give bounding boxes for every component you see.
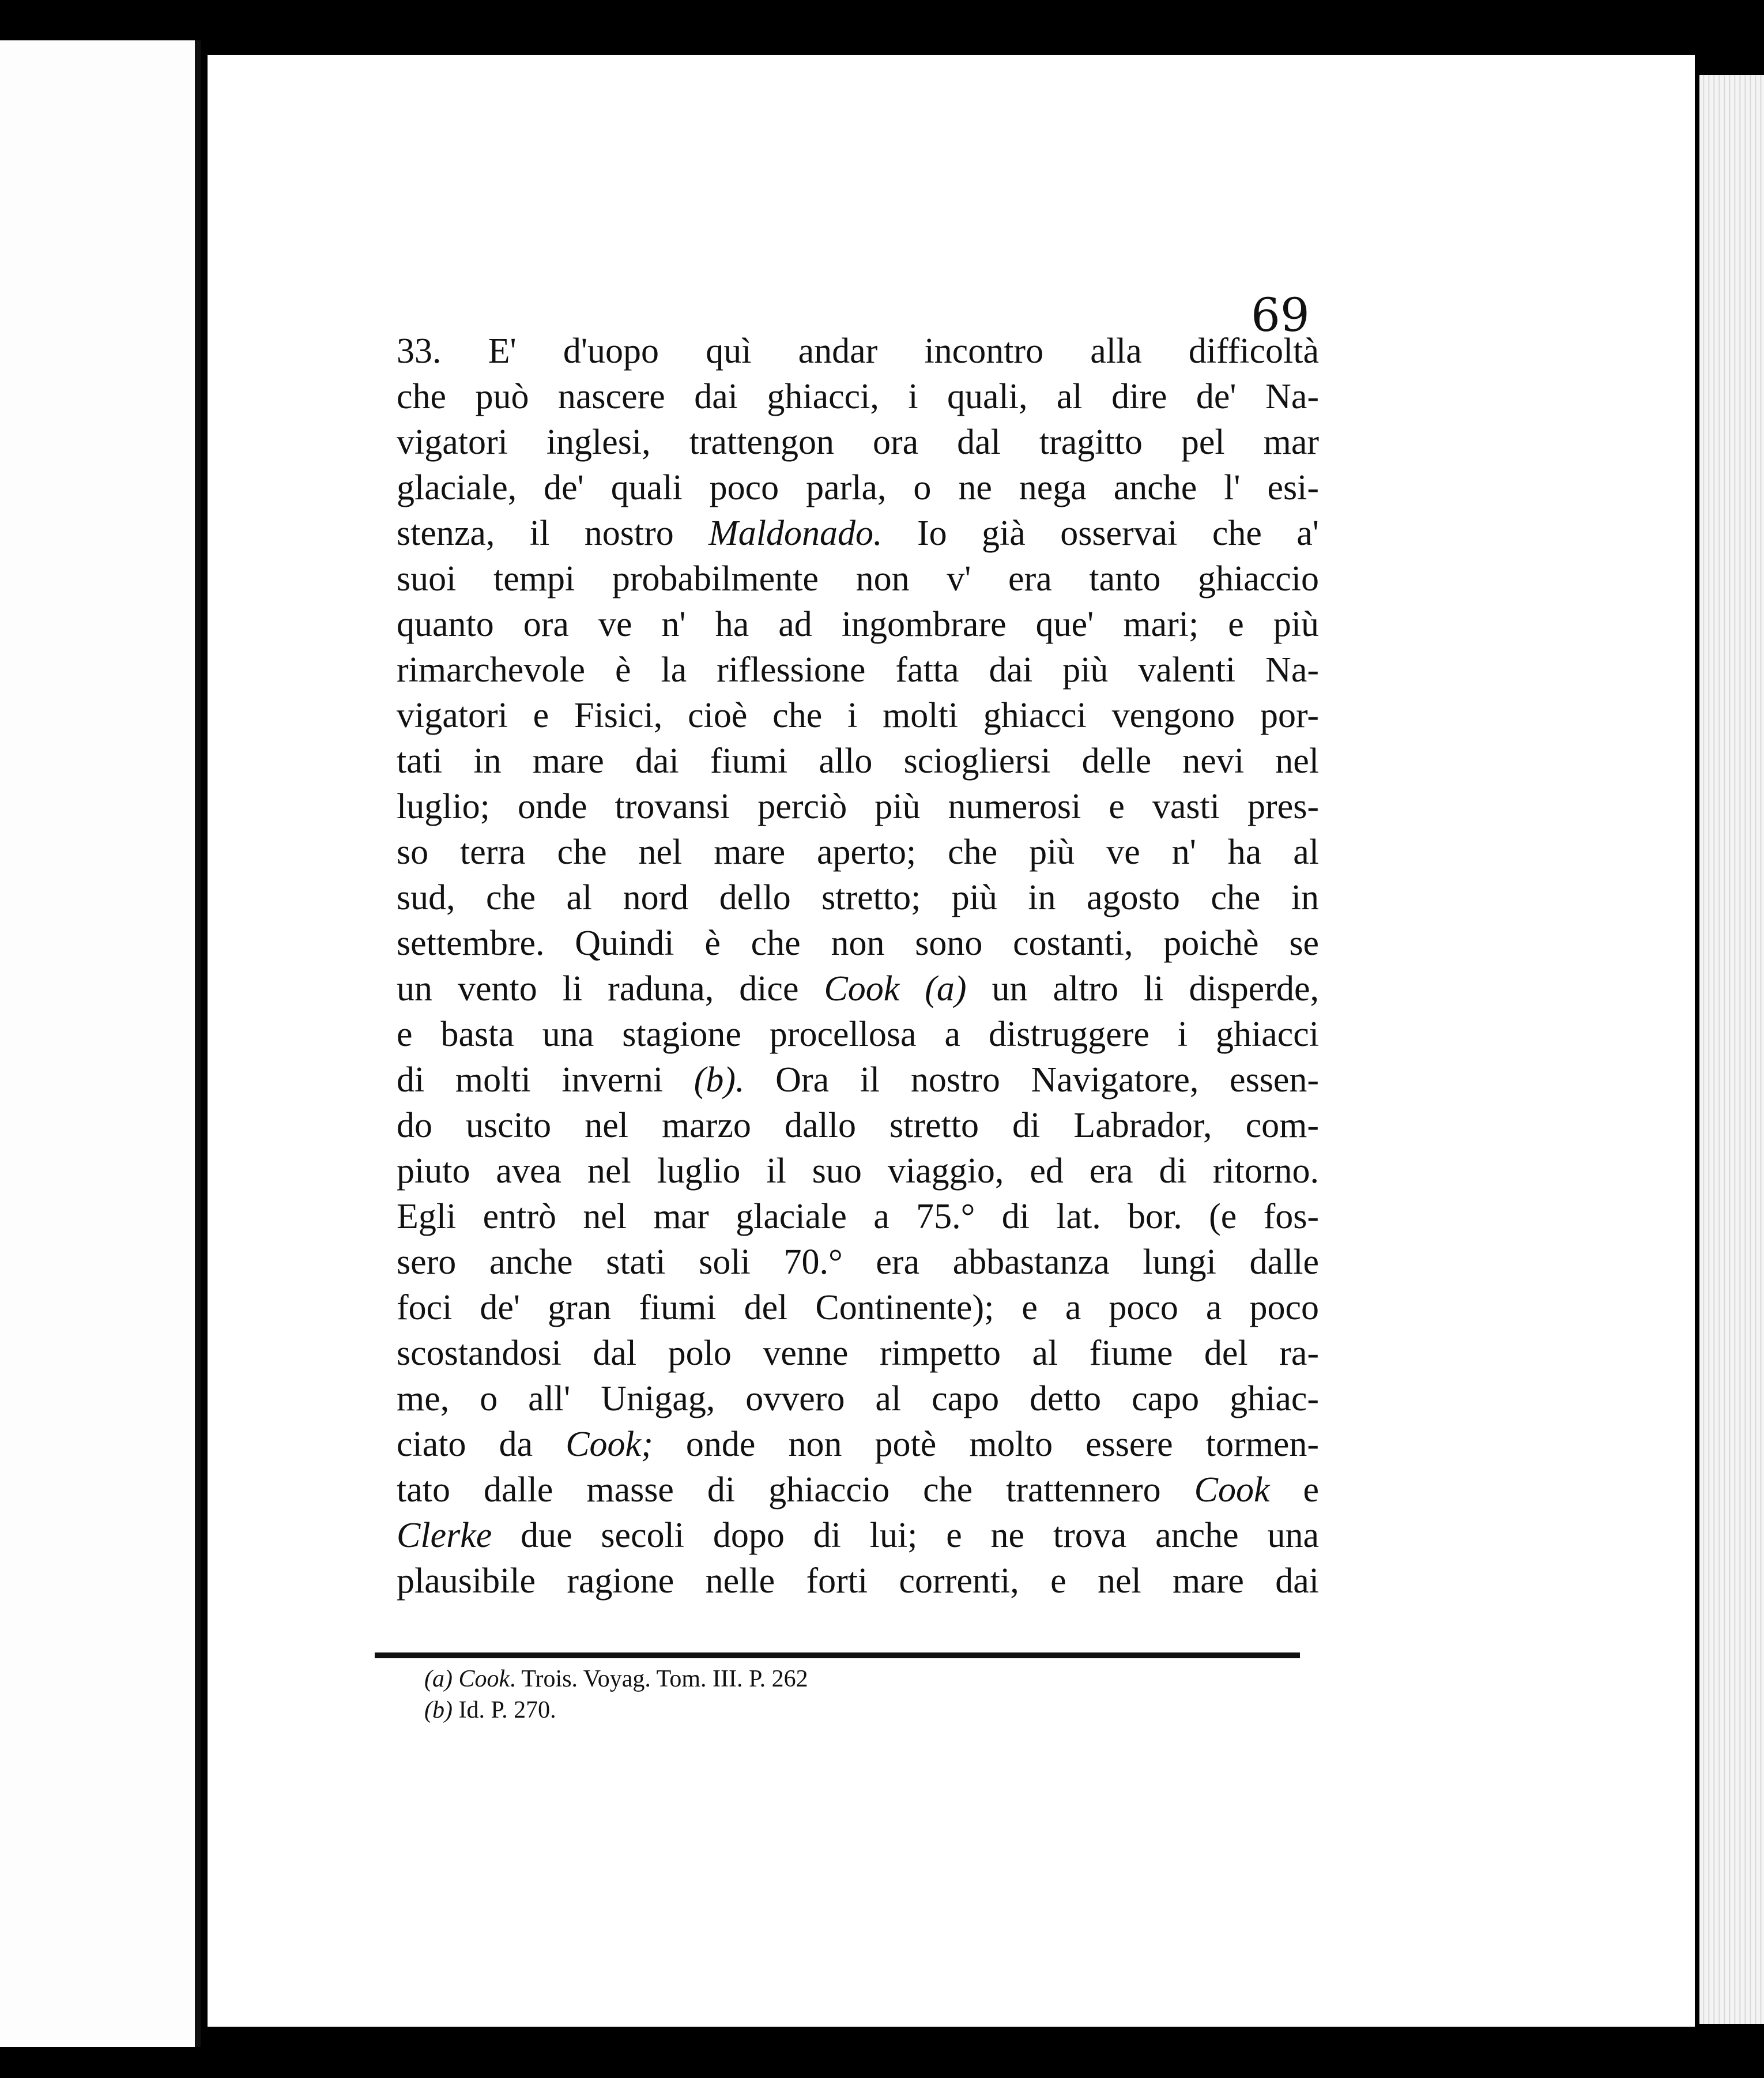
book-fore-edge (1699, 75, 1764, 2024)
text-line (397, 1240, 1319, 1285)
text-run: e basta una stagione procellosa a distruggere i ghiacci (397, 1015, 1319, 1054)
text-line (397, 1558, 1319, 1604)
text-run: e (1269, 1470, 1319, 1509)
italic-text: (b) (424, 1697, 453, 1723)
text-line (397, 830, 1319, 875)
text-run: do uscito nel marzo dallo stretto di Labrador, com- (397, 1106, 1319, 1145)
footnote (424, 1663, 1001, 1695)
text-run: quanto ora ve n' ha ad ingombrare que' mari; e più (397, 605, 1319, 644)
text-line (397, 511, 1319, 556)
italic-text: (a) Cook (424, 1666, 510, 1692)
italic-text: (b). (693, 1060, 745, 1100)
text-run: Ora il nostro Navigatore, essen- (744, 1060, 1319, 1100)
text-run: me, o all' Unigag, ovvero al capo detto capo ghiac- (397, 1379, 1319, 1418)
italic-text: Cook (a) (824, 969, 967, 1008)
page-number: 69 (1251, 288, 1310, 342)
text-run: sero anche stati soli 70.° era abbastanza lungi dalle (397, 1243, 1319, 1282)
text-line (397, 602, 1319, 648)
text-run: 33. E' d'uopo quì andar incontro alla difficoltà (397, 332, 1319, 371)
text-line (397, 1467, 1319, 1513)
text-line (397, 1376, 1319, 1422)
text-line (397, 1331, 1319, 1376)
text-run: luglio; onde trovansi perciò più numerosi e vasti pres- (397, 787, 1319, 826)
text-run: suoi tempi probabilmente non v' era tanto ghiaccio (397, 559, 1319, 598)
text-line (397, 1103, 1319, 1149)
text-run: sud, che al nord dello stretto; più in agosto che in (397, 878, 1319, 917)
text-line (397, 1422, 1319, 1467)
text-line (397, 329, 1319, 374)
italic-text: Cook (1194, 1470, 1270, 1509)
italic-text: Cook; (566, 1425, 653, 1464)
text-line (397, 739, 1319, 784)
text-run: . Trois. Voyag. Tom. III. P. 262 (510, 1666, 808, 1692)
text-run: Io già osservai che a' (882, 514, 1319, 553)
text-run: glaciale, de' quali poco parla, o ne nega anche l' esi- (397, 468, 1319, 507)
paragraph-33 (397, 329, 1319, 1604)
text-run: foci de' gran fiumi del Continente); e a poco a poco (397, 1288, 1319, 1327)
text-run: piuto avea nel luglio il suo viaggio, ed era di ritorno. (397, 1151, 1319, 1191)
text-line (397, 693, 1319, 739)
text-run: vigatori e Fisici, cioè che i molti ghiacci vengono por- (397, 696, 1319, 735)
text-line (397, 1513, 1319, 1558)
text-line (397, 1194, 1319, 1240)
text-run: che può nascere dai ghiacci, i quali, al dire de' Na- (397, 377, 1319, 416)
text-run: stenza, il nostro (397, 514, 709, 553)
text-run: settembre. Quindi è che non sono costanti, poichè se (397, 924, 1319, 963)
text-run: onde non potè molto essere tormen- (653, 1425, 1319, 1464)
text-run: due secoli dopo di lui; e ne trova anche una (492, 1516, 1319, 1555)
text-run: tato dalle masse di ghiaccio che trattennero (397, 1470, 1194, 1509)
text-line (397, 1012, 1319, 1057)
italic-text: Clerke (397, 1516, 492, 1555)
text-run: scostandosi dal polo venne rimpetto al fiume del ra- (397, 1334, 1319, 1373)
text-line (397, 784, 1319, 830)
facing-page-edge (0, 40, 201, 2047)
text-run: ciato da (397, 1425, 566, 1464)
footnotes (424, 1663, 1001, 1726)
text-line (397, 1057, 1319, 1103)
text-run: Egli entrò nel mar glaciale a 75.° di lat. bor. (e fos- (397, 1197, 1319, 1236)
text-run: Id. P. 270. (452, 1697, 556, 1723)
text-line (397, 1285, 1319, 1331)
text-line (397, 966, 1319, 1012)
text-line (397, 648, 1319, 693)
text-run: un vento li raduna, dice (397, 969, 824, 1008)
text-run: plausibile ragione nelle forti correnti, e nel mare dai (397, 1561, 1319, 1601)
text-run: so terra che nel mare aperto; che più ve n' ha al (397, 833, 1319, 872)
text-run: rimarchevole è la riflessione fatta dai più valenti Na- (397, 650, 1319, 690)
text-run: un altro li disperde, (966, 969, 1319, 1008)
footnote (424, 1695, 1001, 1726)
text-line (397, 1149, 1319, 1194)
text-line (397, 465, 1319, 511)
text-line (397, 556, 1319, 602)
text-line (397, 875, 1319, 921)
text-line (397, 420, 1319, 465)
text-line (397, 921, 1319, 966)
text-run: tati in mare dai fiumi allo sciogliersi delle nevi nel (397, 741, 1319, 781)
text-line (397, 374, 1319, 420)
text-run: vigatori inglesi, trattengon ora dal tragitto pel mar (397, 423, 1319, 462)
footnote-rule (375, 1652, 1300, 1658)
italic-text: Maldonado. (708, 514, 883, 553)
text-run: di molti inverni (397, 1060, 694, 1100)
